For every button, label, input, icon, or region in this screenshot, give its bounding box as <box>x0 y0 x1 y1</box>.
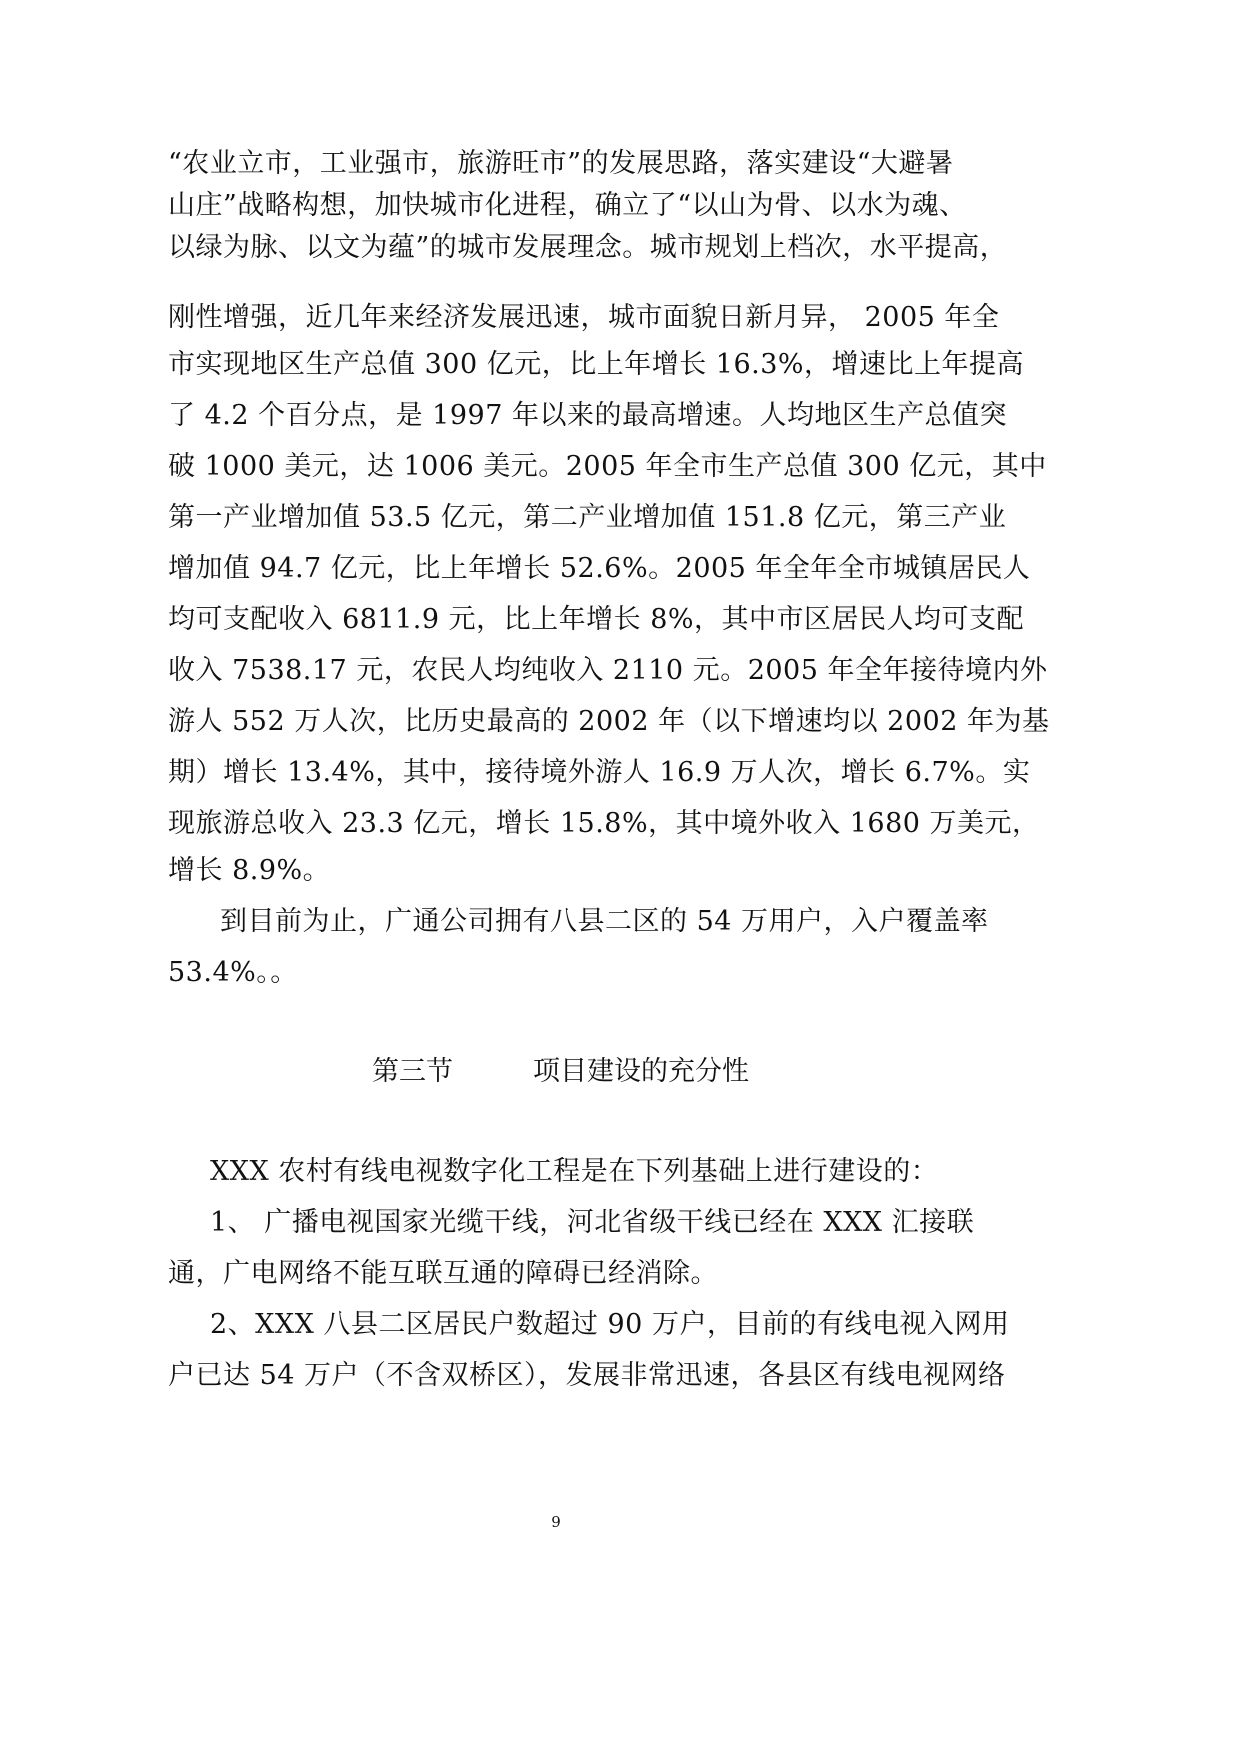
section-line: XXX 农村有线电视数字化工程是在下列基础上进行建设的： <box>210 1156 939 1187</box>
section-line: 1、 广播电视国家光缆干线，河北省级干线已经在 XXX 汇接联 <box>210 1207 975 1238</box>
body-line: 破 1000 美元，达 1006 美元。2005 年全市生产总值 300 亿元，其中 <box>168 451 1047 482</box>
body-line: 增长 8.9%。 <box>168 855 331 886</box>
body-line: 了 4.2 个百分点，是 1997 年以来的最高增速。人均地区生产总值突 <box>168 400 1007 431</box>
section-line: 通，广电网络不能互联互通的障碍已经消除。 <box>168 1258 718 1289</box>
body-line: 第一产业增加值 53.5 亿元，第二产业增加值 151.8 亿元，第三产业 <box>168 502 1007 533</box>
body-line: “农业立市，工业强市，旅游旺市”的发展思路，落实建设“大避暑 <box>168 148 954 179</box>
section-title: 项目建设的充分性 <box>533 1056 749 1087</box>
body-line: 山庄”战略构想，加快城市化进程，确立了“以山为骨、以水为魂、 <box>168 190 967 221</box>
body-line: 现旅游总收入 23.3 亿元，增长 15.8%，其中境外收入 1680 万美元， <box>168 808 1040 839</box>
body-line: 市实现地区生产总值 300 亿元，比上年增长 16.3%，增速比上年提高 <box>168 349 1025 380</box>
section-heading <box>372 1052 749 1092</box>
body-line: 增加值 94.7 亿元，比上年增长 52.6%。2005 年全年全市城镇居民人 <box>168 553 1031 584</box>
body-line: 期）增长 13.4%，其中，接待境外游人 16.9 万人次，增长 6.7%。实 <box>168 757 1031 788</box>
section-line: 户已达 54 万户（不含双桥区），发展非常迅速，各县区有线电视网络 <box>168 1360 1006 1391</box>
section-number: 第三节 <box>372 1056 453 1087</box>
body-line: 到目前为止，广通公司拥有八县二区的 54 万用户，入户覆盖率 <box>220 906 989 937</box>
body-line: 53.4%。。 <box>168 957 298 988</box>
page-number: 9 <box>551 1513 561 1531</box>
body-line: 均可支配收入 6811.9 元，比上年增长 8%，其中市区居民人均可支配 <box>168 604 1025 635</box>
body-line: 刚性增强，近几年来经济发展迅速，城市面貌日新月异， 2005 年全 <box>168 302 1000 333</box>
section-line: 2、XXX 八县二区居民户数超过 90 万户，目前的有线电视入网用 <box>210 1309 1010 1340</box>
body-line: 收入 7538.17 元，农民人均纯收入 2110 元。2005 年全年接待境内外 <box>168 655 1048 686</box>
body-line: 游人 552 万人次，比历史最高的 2002 年（以下增速均以 2002 年为基 <box>168 706 1050 737</box>
body-line: 以绿为脉、以文为蕴”的城市发展理念。城市规划上档次，水平提高， <box>168 232 1008 263</box>
